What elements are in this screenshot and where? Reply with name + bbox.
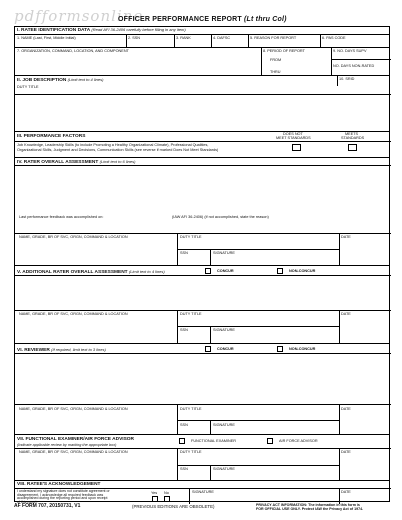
meets-label-2: STANDARDS [341,136,365,140]
watermark: pdfformsonline [14,7,144,25]
days-supv-label: 9. NO. DAYS SUPV [333,49,367,53]
reviewer-name-label: NAME, GRADE, BR OF SVC, ORGN, COMMAND & LOCATION [19,407,128,411]
ratee-row-2 [15,47,389,75]
reviewer-duty-label: DUTY TITLE [180,407,202,411]
reviewer-nonconcur-label: NON-CONCUR [289,347,316,351]
fe-ssn-label: SSN [180,467,188,471]
functional-examiner-section [15,434,389,480]
from-label: FROM [270,58,282,62]
privacy-line-1: PRIVACY ACT INFORMATION: The information in this form is [256,503,360,507]
functional-examiner-checkbox[interactable] [179,438,185,444]
addl-rater-ssn-label: SSN [180,328,188,332]
ack-text-1: I understand my signature does not constitute agreement or [17,489,110,493]
performance-factors-section [15,131,389,157]
yes-checkbox[interactable] [152,496,158,502]
section-5-heading: V. ADDITIONAL RATER OVERALL ASSESSMENT (Limit text to 4 lines) [17,269,165,275]
functional-examiner-label: FUNCTIONAL EXAMINER [191,439,237,443]
does-not-meet-label-2: MEET STANDARDS [276,136,311,140]
addl-rater-name-label: NAME, GRADE, BR OF SVC, ORGN, COMMAND & LOCATION [19,312,128,316]
ack-text-3: accomplished during the reporting period and upon receipt [17,496,108,500]
section-4-heading: IV. RATER OVERALL ASSESSMENT (Limit text to 6 lines) [17,159,136,165]
rater-date-label: DATE [341,235,351,239]
section-7-heading: VII. FUNCTIONAL EXAMINER/AIR FORCE ADVISOR [17,437,134,442]
form-title: OFFICER PERFORMANCE REPORT (Lt thru Col) [118,16,287,23]
thru-label: THRU [270,70,281,74]
ack-text-2: disagreement. I acknowledge all required feedback was [17,492,104,497]
reviewer-concur-label: CONCUR [217,347,234,351]
reviewer-ssn-label: SSN [180,423,188,427]
addl-rater-signature-label: SIGNATURE [213,328,235,332]
factors-text-2: Organizational Skills, Judgment and Decisions, Communication Skills (see reverse if marked Does Not Meet Standards) [17,148,219,152]
ack-text-4: of this report. [17,499,38,504]
rank-label: 3. RANK [176,36,191,40]
rater-ssn-label: SSN [180,251,188,255]
factors-text-1: Job Knowledge, Leadership Skills (to include Promoting a Healthy Organizational Climate), Professional Qualities, [17,143,209,147]
rater-name-label: NAME, GRADE, BR OF SVC, ORGN, COMMAND & LOCATION [19,235,128,239]
additional-rater-section [15,265,389,343]
nonconcur-checkbox[interactable] [277,268,283,274]
ratee-date-label: DATE [341,490,351,494]
org-label: 7. ORGANIZATION, COMMAND, LOCATION, AND COMPONENT [17,49,129,53]
fe-duty-label: DUTY TITLE [180,450,202,454]
fe-name-label: NAME, GRADE, BR OF SVC, ORGN, COMMAND & LOCATION [19,450,128,454]
section-7-note: (Indicate applicable review by marking the appropriate box) [17,443,117,447]
does-not-meet-checkbox[interactable] [292,144,301,151]
reviewer-concur-checkbox[interactable] [205,346,211,352]
previous-editions-note: (PREVIOUS EDITIONS ARE OBSOLETE) [132,504,215,509]
job-description-section [15,75,389,131]
rater-signature-label: SIGNATURE [213,251,235,255]
section-8-heading: VIII. RATEE'S ACKNOWLEDGEMENT [17,482,101,487]
nonconcur-label: NON-CONCUR [289,269,316,273]
pascode-label: 6. PAS CODE [322,36,346,40]
rater-assessment-section [15,157,389,265]
af-advisor-checkbox[interactable] [267,438,273,444]
rater-duty-label: DUTY TITLE [180,235,202,239]
reviewer-date-label: DATE [341,407,351,411]
fe-date-label: DATE [341,450,351,454]
reviewer-nonconcur-checkbox[interactable] [277,346,283,352]
reviewer-section [15,343,389,434]
feedback-label: Last performance feedback was accomplished on: [19,215,104,219]
section-2-heading: II. JOB DESCRIPTION (Limit text to 4 lines) [17,77,104,83]
name-label: 1. NAME (Last, First, Middle Initial) [17,36,76,40]
addl-rater-duty-label: DUTY TITLE [180,312,202,316]
fe-signature-label: SIGNATURE [213,467,235,471]
section-6-heading: VI. REVIEWER (If required, limit text to 3 lines) [17,347,106,353]
meets-label: MEETS [345,132,359,136]
dafsc-label: 4. DAFSC [213,36,231,40]
ratee-row-1 [15,34,389,47]
reason-label: 5. REASON FOR REPORT [250,36,297,40]
yes-label: Yes [151,491,158,495]
form-number: AF FORM 707, 20150731, V1 [14,503,81,509]
period-label: 8. PERIOD OF REPORT [263,49,305,53]
reviewer-signature-label: SIGNATURE [213,423,235,427]
feedback-note: (IAW AFI 36-2406) (if not accomplished, state the reason) [172,215,269,219]
meets-standards-checkbox[interactable] [348,144,357,151]
srid-label: 10. SRID [339,77,355,81]
af-advisor-label: AIR FORCE ADVISOR [279,439,318,443]
ssn-label: 2. SSN [128,36,141,40]
concur-checkbox[interactable] [205,268,211,274]
days-nonrated-label: NO. DAYS NON-RATED [333,64,375,68]
no-label: No [164,491,169,495]
officer-performance-report-form [14,26,390,502]
privacy-act-notice [256,503,392,511]
no-checkbox[interactable] [164,496,170,502]
section-1-heading: I. RATEE IDENTIFICATION DATA (Read AFI 36-2406 carefully before filling in any item) [17,27,186,33]
does-not-meet-label: DOES NOT [283,132,303,136]
concur-label: CONCUR [217,269,234,273]
privacy-line-2: FOR OFFICIAL USE ONLY. Protect IAW the Privacy Act of 1974. [256,507,364,512]
ratee-signature-label: SIGNATURE [192,490,214,494]
duty-title-label: DUTY TITLE [17,85,39,89]
section-3-heading: III. PERFORMANCE FACTORS [17,134,86,139]
ratee-acknowledgement-section [15,480,389,503]
addl-rater-date-label: DATE [341,312,351,316]
